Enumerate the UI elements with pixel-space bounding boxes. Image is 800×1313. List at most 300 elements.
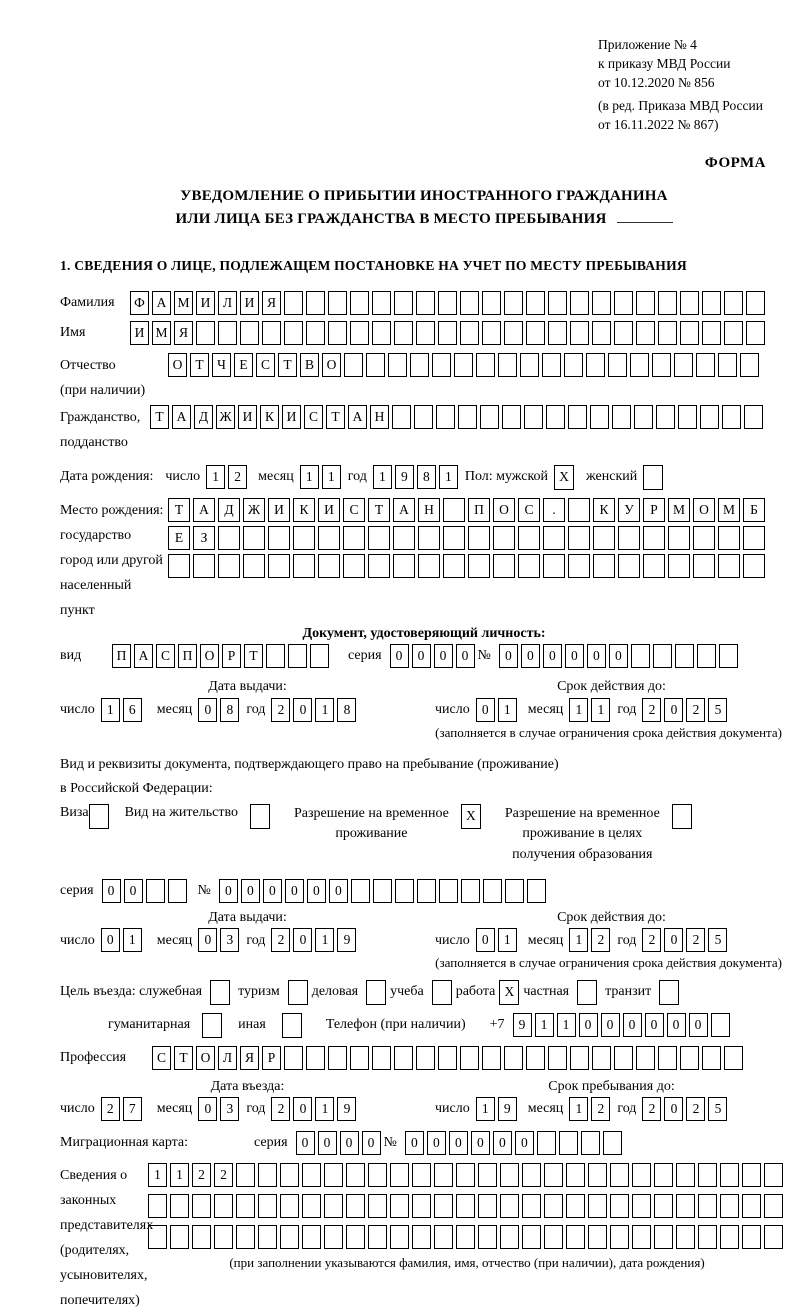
char-box[interactable] bbox=[302, 1163, 321, 1187]
char-box[interactable] bbox=[702, 1046, 721, 1070]
char-box[interactable] bbox=[719, 644, 738, 668]
char-box[interactable] bbox=[293, 526, 315, 550]
char-box[interactable]: 9 bbox=[337, 928, 356, 952]
char-box[interactable] bbox=[612, 405, 631, 429]
char-box[interactable]: 5 bbox=[708, 698, 727, 722]
char-box[interactable] bbox=[548, 291, 567, 315]
char-box[interactable]: 0 bbox=[689, 1013, 708, 1037]
char-box[interactable] bbox=[432, 353, 451, 377]
char-box[interactable] bbox=[368, 526, 390, 550]
char-box[interactable] bbox=[390, 1225, 409, 1249]
char-box[interactable]: И bbox=[240, 291, 259, 315]
char-box[interactable] bbox=[192, 1194, 211, 1218]
char-box[interactable] bbox=[566, 1163, 585, 1187]
char-box[interactable]: 0 bbox=[340, 1131, 359, 1155]
char-box[interactable] bbox=[306, 1046, 325, 1070]
char-box[interactable] bbox=[698, 1225, 717, 1249]
char-box[interactable]: 1 bbox=[439, 465, 458, 489]
char-box[interactable] bbox=[581, 1131, 600, 1155]
char-box[interactable]: Т bbox=[278, 353, 297, 377]
char-box[interactable] bbox=[680, 1046, 699, 1070]
char-box[interactable] bbox=[524, 405, 543, 429]
char-box[interactable]: Ч bbox=[212, 353, 231, 377]
char-box[interactable] bbox=[350, 1046, 369, 1070]
char-box[interactable]: 1 bbox=[123, 928, 142, 952]
char-box[interactable]: 1 bbox=[300, 465, 319, 489]
char-box[interactable] bbox=[394, 1046, 413, 1070]
char-box[interactable] bbox=[412, 1225, 431, 1249]
char-box[interactable]: 1 bbox=[315, 1097, 334, 1121]
char-box[interactable] bbox=[698, 1194, 717, 1218]
char-box[interactable] bbox=[478, 1225, 497, 1249]
char-box[interactable] bbox=[614, 321, 633, 345]
char-box[interactable] bbox=[438, 321, 457, 345]
char-box[interactable]: П bbox=[178, 644, 197, 668]
char-box[interactable] bbox=[693, 554, 715, 578]
char-box[interactable]: 0 bbox=[476, 698, 495, 722]
char-box[interactable] bbox=[243, 526, 265, 550]
char-box[interactable] bbox=[214, 1194, 233, 1218]
char-box[interactable] bbox=[482, 1046, 501, 1070]
char-box[interactable] bbox=[390, 1163, 409, 1187]
char-box[interactable] bbox=[434, 1225, 453, 1249]
char-box[interactable]: 0 bbox=[296, 1131, 315, 1155]
char-box[interactable] bbox=[193, 554, 215, 578]
char-box[interactable] bbox=[668, 554, 690, 578]
char-box[interactable] bbox=[368, 1194, 387, 1218]
char-box[interactable] bbox=[482, 291, 501, 315]
char-box[interactable] bbox=[610, 1225, 629, 1249]
char-box[interactable] bbox=[460, 321, 479, 345]
char-box[interactable] bbox=[700, 405, 719, 429]
char-box[interactable]: 8 bbox=[417, 465, 436, 489]
char-box[interactable]: 0 bbox=[293, 698, 312, 722]
char-box[interactable]: А bbox=[172, 405, 191, 429]
char-box[interactable] bbox=[196, 321, 215, 345]
char-box[interactable]: И bbox=[130, 321, 149, 345]
char-box[interactable] bbox=[460, 1046, 479, 1070]
char-box[interactable] bbox=[280, 1163, 299, 1187]
char-box[interactable] bbox=[324, 1225, 343, 1249]
char-box[interactable]: В bbox=[300, 353, 319, 377]
checkbox-cell[interactable] bbox=[202, 1013, 222, 1038]
char-box[interactable] bbox=[258, 1163, 277, 1187]
char-box[interactable]: 0 bbox=[456, 644, 475, 668]
char-box[interactable]: 0 bbox=[318, 1131, 337, 1155]
char-box[interactable]: П bbox=[468, 498, 490, 522]
char-box[interactable]: 0 bbox=[609, 644, 628, 668]
char-box[interactable] bbox=[630, 353, 649, 377]
char-box[interactable] bbox=[614, 1046, 633, 1070]
char-box[interactable]: 0 bbox=[601, 1013, 620, 1037]
char-box[interactable]: М bbox=[152, 321, 171, 345]
char-box[interactable] bbox=[568, 554, 590, 578]
char-box[interactable]: А bbox=[134, 644, 153, 668]
char-box[interactable] bbox=[742, 1163, 761, 1187]
char-box[interactable] bbox=[443, 554, 465, 578]
char-box[interactable]: О bbox=[196, 1046, 215, 1070]
char-box[interactable] bbox=[346, 1225, 365, 1249]
checkbox-cell[interactable] bbox=[672, 804, 692, 829]
char-box[interactable] bbox=[746, 321, 765, 345]
char-box[interactable]: Ж bbox=[243, 498, 265, 522]
char-box[interactable] bbox=[168, 554, 190, 578]
char-box[interactable]: 9 bbox=[337, 1097, 356, 1121]
checkbox-cell[interactable]: X bbox=[554, 465, 574, 490]
char-box[interactable] bbox=[350, 291, 369, 315]
char-box[interactable] bbox=[675, 644, 694, 668]
char-box[interactable] bbox=[328, 291, 347, 315]
char-box[interactable] bbox=[328, 321, 347, 345]
char-box[interactable] bbox=[302, 1225, 321, 1249]
char-box[interactable]: 0 bbox=[587, 644, 606, 668]
char-box[interactable]: 0 bbox=[405, 1131, 424, 1155]
char-box[interactable]: 2 bbox=[686, 928, 705, 952]
char-box[interactable]: 1 bbox=[535, 1013, 554, 1037]
char-box[interactable]: 0 bbox=[471, 1131, 490, 1155]
char-box[interactable] bbox=[505, 879, 524, 903]
char-box[interactable]: 0 bbox=[101, 928, 120, 952]
char-box[interactable]: С bbox=[343, 498, 365, 522]
char-box[interactable] bbox=[434, 1194, 453, 1218]
char-box[interactable] bbox=[498, 353, 517, 377]
char-box[interactable] bbox=[392, 405, 411, 429]
char-box[interactable]: 2 bbox=[591, 928, 610, 952]
char-box[interactable]: 0 bbox=[579, 1013, 598, 1037]
char-box[interactable] bbox=[500, 1194, 519, 1218]
char-box[interactable]: 0 bbox=[664, 928, 683, 952]
char-box[interactable]: 8 bbox=[220, 698, 239, 722]
char-box[interactable]: И bbox=[282, 405, 301, 429]
char-box[interactable]: 2 bbox=[686, 1097, 705, 1121]
char-box[interactable] bbox=[306, 321, 325, 345]
checkbox-cell[interactable] bbox=[288, 980, 308, 1005]
char-box[interactable] bbox=[698, 1163, 717, 1187]
char-box[interactable]: А bbox=[152, 291, 171, 315]
char-box[interactable]: Я bbox=[262, 291, 281, 315]
char-box[interactable]: О bbox=[200, 644, 219, 668]
char-box[interactable] bbox=[346, 1194, 365, 1218]
char-box[interactable] bbox=[518, 526, 540, 550]
char-box[interactable]: О bbox=[168, 353, 187, 377]
char-box[interactable] bbox=[236, 1163, 255, 1187]
char-box[interactable] bbox=[438, 1046, 457, 1070]
char-box[interactable]: С bbox=[152, 1046, 171, 1070]
char-box[interactable]: А bbox=[393, 498, 415, 522]
char-box[interactable] bbox=[724, 1046, 743, 1070]
char-box[interactable] bbox=[168, 879, 187, 903]
char-box[interactable] bbox=[548, 1046, 567, 1070]
char-box[interactable]: 1 bbox=[101, 698, 120, 722]
char-box[interactable] bbox=[520, 353, 539, 377]
char-box[interactable]: 0 bbox=[565, 644, 584, 668]
char-box[interactable]: 5 bbox=[708, 928, 727, 952]
char-box[interactable] bbox=[394, 321, 413, 345]
char-box[interactable] bbox=[460, 291, 479, 315]
char-box[interactable]: 3 bbox=[220, 928, 239, 952]
char-box[interactable] bbox=[537, 1131, 556, 1155]
char-box[interactable]: 1 bbox=[148, 1163, 167, 1187]
char-box[interactable] bbox=[478, 1194, 497, 1218]
char-box[interactable]: Р bbox=[262, 1046, 281, 1070]
char-box[interactable]: 8 bbox=[337, 698, 356, 722]
char-box[interactable] bbox=[284, 1046, 303, 1070]
char-box[interactable] bbox=[544, 1194, 563, 1218]
char-box[interactable] bbox=[542, 353, 561, 377]
char-box[interactable]: Т bbox=[174, 1046, 193, 1070]
char-box[interactable]: 0 bbox=[198, 698, 217, 722]
char-box[interactable]: 0 bbox=[427, 1131, 446, 1155]
char-box[interactable] bbox=[416, 291, 435, 315]
checkbox-cell[interactable] bbox=[282, 1013, 302, 1038]
checkbox-cell[interactable] bbox=[659, 980, 679, 1005]
char-box[interactable] bbox=[676, 1225, 695, 1249]
char-box[interactable] bbox=[170, 1225, 189, 1249]
char-box[interactable]: С bbox=[256, 353, 275, 377]
char-box[interactable] bbox=[468, 526, 490, 550]
char-box[interactable] bbox=[610, 1163, 629, 1187]
char-box[interactable] bbox=[631, 644, 650, 668]
char-box[interactable] bbox=[410, 353, 429, 377]
char-box[interactable] bbox=[718, 353, 737, 377]
char-box[interactable] bbox=[416, 321, 435, 345]
char-box[interactable] bbox=[608, 353, 627, 377]
char-box[interactable]: 1 bbox=[569, 1097, 588, 1121]
char-box[interactable] bbox=[493, 526, 515, 550]
char-box[interactable] bbox=[559, 1131, 578, 1155]
char-box[interactable] bbox=[724, 291, 743, 315]
char-box[interactable] bbox=[743, 554, 765, 578]
char-box[interactable]: 0 bbox=[307, 879, 326, 903]
char-box[interactable] bbox=[718, 526, 740, 550]
char-box[interactable] bbox=[764, 1194, 783, 1218]
char-box[interactable] bbox=[570, 291, 589, 315]
char-box[interactable]: 0 bbox=[263, 879, 282, 903]
char-box[interactable]: Т bbox=[150, 405, 169, 429]
char-box[interactable] bbox=[454, 353, 473, 377]
char-box[interactable] bbox=[412, 1194, 431, 1218]
char-box[interactable] bbox=[744, 405, 763, 429]
char-box[interactable] bbox=[711, 1013, 730, 1037]
checkbox-cell[interactable] bbox=[577, 980, 597, 1005]
char-box[interactable] bbox=[324, 1163, 343, 1187]
char-box[interactable] bbox=[720, 1163, 739, 1187]
char-box[interactable] bbox=[743, 526, 765, 550]
char-box[interactable] bbox=[395, 879, 414, 903]
char-box[interactable] bbox=[676, 1194, 695, 1218]
char-box[interactable]: 2 bbox=[214, 1163, 233, 1187]
char-box[interactable]: 0 bbox=[219, 879, 238, 903]
char-box[interactable] bbox=[586, 353, 605, 377]
char-box[interactable] bbox=[588, 1194, 607, 1218]
char-box[interactable]: 5 bbox=[708, 1097, 727, 1121]
char-box[interactable]: 0 bbox=[664, 1097, 683, 1121]
char-box[interactable] bbox=[293, 554, 315, 578]
char-box[interactable] bbox=[458, 405, 477, 429]
char-box[interactable] bbox=[504, 1046, 523, 1070]
char-box[interactable] bbox=[324, 1194, 343, 1218]
char-box[interactable] bbox=[468, 554, 490, 578]
char-box[interactable] bbox=[288, 644, 307, 668]
checkbox-cell[interactable] bbox=[366, 980, 386, 1005]
char-box[interactable]: Р bbox=[643, 498, 665, 522]
char-box[interactable]: Т bbox=[168, 498, 190, 522]
char-box[interactable] bbox=[610, 1194, 629, 1218]
char-box[interactable]: Ф bbox=[130, 291, 149, 315]
char-box[interactable]: И bbox=[196, 291, 215, 315]
char-box[interactable]: У bbox=[618, 498, 640, 522]
char-box[interactable] bbox=[148, 1194, 167, 1218]
char-box[interactable]: К bbox=[293, 498, 315, 522]
char-box[interactable]: О bbox=[493, 498, 515, 522]
char-box[interactable] bbox=[306, 291, 325, 315]
char-box[interactable] bbox=[372, 1046, 391, 1070]
char-box[interactable]: 1 bbox=[206, 465, 225, 489]
char-box[interactable]: 0 bbox=[664, 698, 683, 722]
char-box[interactable] bbox=[652, 353, 671, 377]
char-box[interactable]: 0 bbox=[198, 928, 217, 952]
char-box[interactable] bbox=[588, 1163, 607, 1187]
char-box[interactable]: 0 bbox=[499, 644, 518, 668]
char-box[interactable] bbox=[284, 291, 303, 315]
char-box[interactable]: 2 bbox=[642, 928, 661, 952]
char-box[interactable] bbox=[702, 291, 721, 315]
char-box[interactable]: 1 bbox=[557, 1013, 576, 1037]
char-box[interactable] bbox=[476, 353, 495, 377]
char-box[interactable]: Ж bbox=[216, 405, 235, 429]
char-box[interactable]: 0 bbox=[390, 644, 409, 668]
char-box[interactable] bbox=[170, 1194, 189, 1218]
char-box[interactable] bbox=[456, 1163, 475, 1187]
char-box[interactable] bbox=[632, 1194, 651, 1218]
char-box[interactable] bbox=[722, 405, 741, 429]
char-box[interactable] bbox=[343, 554, 365, 578]
char-box[interactable] bbox=[236, 1225, 255, 1249]
char-box[interactable]: 0 bbox=[362, 1131, 381, 1155]
char-box[interactable] bbox=[500, 1163, 519, 1187]
char-box[interactable]: 2 bbox=[591, 1097, 610, 1121]
char-box[interactable] bbox=[438, 291, 457, 315]
char-box[interactable] bbox=[570, 321, 589, 345]
char-box[interactable] bbox=[373, 879, 392, 903]
char-box[interactable] bbox=[218, 321, 237, 345]
char-box[interactable]: 0 bbox=[102, 879, 121, 903]
char-box[interactable]: А bbox=[193, 498, 215, 522]
char-box[interactable]: Л bbox=[218, 291, 237, 315]
char-box[interactable] bbox=[570, 1046, 589, 1070]
char-box[interactable] bbox=[634, 405, 653, 429]
char-box[interactable] bbox=[461, 879, 480, 903]
char-box[interactable] bbox=[436, 405, 455, 429]
char-box[interactable] bbox=[654, 1225, 673, 1249]
char-box[interactable] bbox=[417, 879, 436, 903]
char-box[interactable] bbox=[702, 321, 721, 345]
char-box[interactable] bbox=[412, 1163, 431, 1187]
char-box[interactable] bbox=[656, 405, 675, 429]
char-box[interactable] bbox=[718, 554, 740, 578]
char-box[interactable]: Д bbox=[218, 498, 240, 522]
char-box[interactable] bbox=[618, 554, 640, 578]
char-box[interactable]: 9 bbox=[513, 1013, 532, 1037]
char-box[interactable]: 1 bbox=[322, 465, 341, 489]
char-box[interactable]: Н bbox=[370, 405, 389, 429]
char-box[interactable]: 0 bbox=[329, 879, 348, 903]
char-box[interactable] bbox=[746, 291, 765, 315]
char-box[interactable]: Т bbox=[326, 405, 345, 429]
char-box[interactable] bbox=[527, 879, 546, 903]
char-box[interactable] bbox=[418, 526, 440, 550]
char-box[interactable] bbox=[636, 291, 655, 315]
char-box[interactable] bbox=[678, 405, 697, 429]
char-box[interactable] bbox=[480, 405, 499, 429]
char-box[interactable]: 2 bbox=[271, 698, 290, 722]
char-box[interactable]: . bbox=[543, 498, 565, 522]
char-box[interactable] bbox=[146, 879, 165, 903]
char-box[interactable] bbox=[544, 1225, 563, 1249]
char-box[interactable]: 0 bbox=[285, 879, 304, 903]
char-box[interactable] bbox=[328, 1046, 347, 1070]
char-box[interactable]: 2 bbox=[271, 928, 290, 952]
char-box[interactable] bbox=[240, 321, 259, 345]
char-box[interactable]: 9 bbox=[395, 465, 414, 489]
char-box[interactable]: 0 bbox=[434, 644, 453, 668]
char-box[interactable] bbox=[654, 1163, 673, 1187]
char-box[interactable]: 0 bbox=[412, 644, 431, 668]
char-box[interactable] bbox=[568, 405, 587, 429]
char-box[interactable]: Е bbox=[234, 353, 253, 377]
char-box[interactable] bbox=[697, 644, 716, 668]
char-box[interactable] bbox=[568, 526, 590, 550]
char-box[interactable]: К bbox=[593, 498, 615, 522]
char-box[interactable] bbox=[593, 526, 615, 550]
char-box[interactable] bbox=[632, 1225, 651, 1249]
char-box[interactable] bbox=[526, 321, 545, 345]
char-box[interactable]: К bbox=[260, 405, 279, 429]
char-box[interactable] bbox=[416, 1046, 435, 1070]
char-box[interactable] bbox=[764, 1163, 783, 1187]
char-box[interactable] bbox=[214, 1225, 233, 1249]
checkbox-cell[interactable] bbox=[643, 465, 663, 490]
char-box[interactable] bbox=[478, 1163, 497, 1187]
char-box[interactable] bbox=[372, 291, 391, 315]
char-box[interactable] bbox=[522, 1194, 541, 1218]
char-box[interactable]: 2 bbox=[642, 1097, 661, 1121]
char-box[interactable]: О bbox=[693, 498, 715, 522]
char-box[interactable] bbox=[280, 1225, 299, 1249]
char-box[interactable] bbox=[643, 554, 665, 578]
char-box[interactable]: И bbox=[238, 405, 257, 429]
char-box[interactable]: 0 bbox=[124, 879, 143, 903]
char-box[interactable] bbox=[493, 554, 515, 578]
char-box[interactable] bbox=[543, 526, 565, 550]
char-box[interactable] bbox=[343, 526, 365, 550]
char-box[interactable] bbox=[548, 321, 567, 345]
char-box[interactable] bbox=[720, 1194, 739, 1218]
checkbox-cell[interactable] bbox=[432, 980, 452, 1005]
char-box[interactable]: 1 bbox=[170, 1163, 189, 1187]
char-box[interactable] bbox=[592, 1046, 611, 1070]
char-box[interactable] bbox=[566, 1225, 585, 1249]
char-box[interactable] bbox=[603, 1131, 622, 1155]
char-box[interactable]: Б bbox=[743, 498, 765, 522]
char-box[interactable] bbox=[268, 554, 290, 578]
char-box[interactable] bbox=[258, 1225, 277, 1249]
char-box[interactable] bbox=[368, 1163, 387, 1187]
char-box[interactable] bbox=[654, 1194, 673, 1218]
char-box[interactable] bbox=[742, 1225, 761, 1249]
char-box[interactable] bbox=[658, 1046, 677, 1070]
char-box[interactable]: 2 bbox=[271, 1097, 290, 1121]
